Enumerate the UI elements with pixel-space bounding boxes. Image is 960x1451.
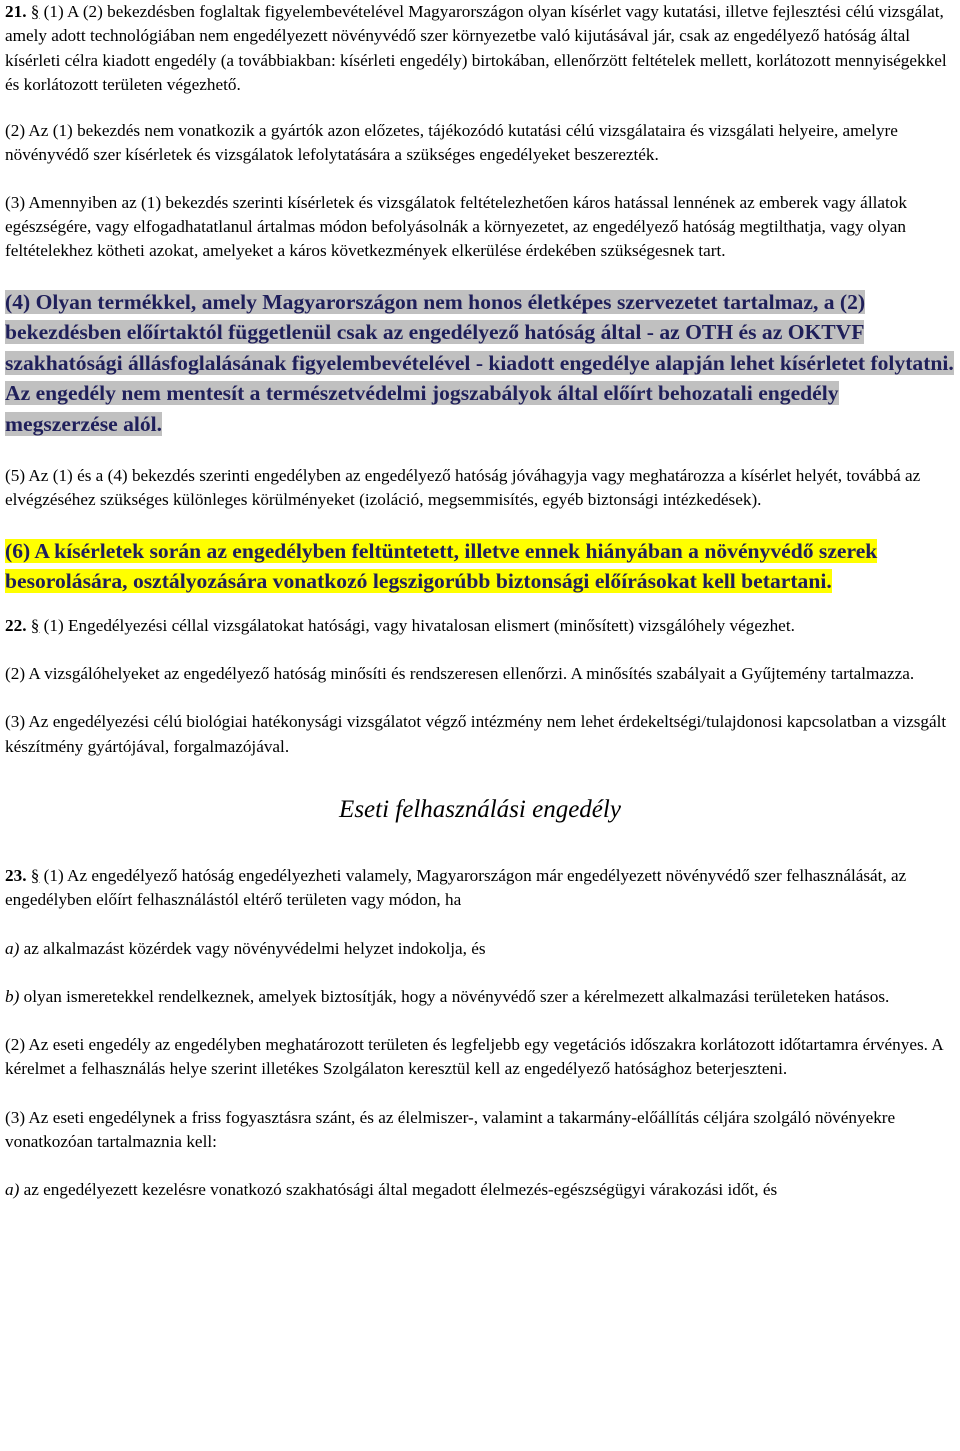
sec22-paragraph-1	[5, 614, 955, 638]
sec23-paragraph-1-text: (1) Az engedélyező hatóság engedélyezheti valamely, Magyarországon már engedélyezett növényvédő szer felhasználását, az engedélyben előírt felhasználástól eltérő területen vagy módon, ha	[5, 865, 907, 910]
sec21-paragraph-2: (2) Az (1) bekezdés nem vonatkozik a gyártók azon előzetes, tájékozódó kutatási célú vizsgálataira és vizsgálati helyeire, amelyre növényvédő szer kísérletek és vizsgálatok lefolytatására a szükséges engedélyeket beszerezték.	[5, 121, 898, 165]
sec23-paragraph-2: (2) Az eseti engedély az engedélyben meghatározott területen és legfeljebb egy vegetációs időszakra korlátozott időtartamra érvényes. A kérelmet a felhasználás helye szerint illetékes Szolgálaton keresztül kell az engedélyező hatósághoz beterjeszteni.	[5, 1035, 943, 1079]
sec21-paragraph-1	[5, 0, 955, 97]
document-page	[5, 0, 955, 1203]
item-label-a-2: a)	[5, 1180, 20, 1200]
gray-highlight-text: (4) Olyan termékkel, amely Magyarországon nem honos életképes szervezetet tartalmaz, a (2) bekezdésben előírtaktól függetlenül csak az engedélyező hatóság által - az OTH és az OKTVF szakhatósági állásfoglalásának figyelembevételével - kiadott engedélye alapján lehet kísérletet folytatni. Az engedély nem mentesít a természetvédelmi jogszabályok által előírt behozatali engedély megszerzése alól.	[5, 289, 954, 436]
item-a-2-text: az engedélyezett kezelésre vonatkozó szakhatósági által megadott élelmezés-egészségügyi várakozási időt, és	[19, 1180, 778, 1200]
sec21-paragraph-4-highlighted	[5, 287, 955, 440]
section-number-23: 23.	[5, 865, 27, 885]
sec21-paragraph-5: (5) Az (1) és a (4) bekezdés szerinti engedélyben az engedélyező hatóság jóváhagyja vagy meghatározza a kísérlet helyét, továbbá az elvégzéséhez szükséges különleges körülményeket (izoláció, megsemmisítés, egyéb biztonsági intézkedések).	[5, 466, 921, 510]
section-sign-link-23[interactable]: §	[30, 865, 40, 885]
sec23-item-a	[5, 937, 955, 961]
yellow-highlight-text: (6) A kísérletek során az engedélyben feltüntetett, illetve ennek hiányában a növényvédő szerek besorolására, osztályozására vonatkozó legszigorúbb biztonsági előírásokat kell betartani.	[5, 538, 878, 594]
sec21-paragraph-1-text: (1) A (2) bekezdésben foglaltak figyelembevételével Magyarországon olyan kísérlet vagy kutatási, illetve fejlesztési célú vizsgálat, amely adott technológiában nem engedélyezett növényvédő szer környezetbe való kijutásával jár, csak az engedélyező hatóság által kísérleti célra kiadott engedély (a továbbiakban: kísérleti engedély) birtokában, ellenőrzött feltételek mellett, korlátozott mennyiségekkel és korlátozott területen végezhető.	[5, 2, 947, 94]
item-b-text: olyan ismeretekkel rendelkeznek, amelyek biztosítják, hogy a növényvédő szer a kérelmezett alkalmazási területeken hatásos.	[19, 986, 890, 1006]
section-sign-link-21[interactable]: §	[30, 2, 40, 21]
item-a-text: az alkalmazást közérdek vagy növényvédelmi helyzet indokolja, és	[19, 938, 486, 958]
sec21-paragraph-6-highlighted	[5, 536, 955, 597]
sec23-item-a-2	[5, 1178, 955, 1202]
sec22-paragraph-1-text: (1) Engedélyezési céllal vizsgálatokat hatósági, vagy hivatalosan elismert (minősített) vizsgálóhely végezhet.	[39, 615, 795, 635]
section-number-22: 22.	[5, 615, 27, 635]
section-heading: Eseti felhasználási engedély	[339, 795, 621, 823]
sec23-paragraph-3: (3) Az eseti engedélynek a friss fogyasztásra szánt, és az élelmiszer-, valamint a takarmány-előállítás céljára szolgáló növényekre vonatkozóan tartalmaznia kell:	[5, 1107, 896, 1152]
sec22-paragraph-3: (3) Az engedélyezési célú biológiai hatékonysági vizsgálatot végző intézmény nem lehet érdekeltségi/tulajdonosi kapcsolatban a vizsgált készítmény gyártójával, forgalmazójával.	[5, 712, 947, 756]
sec23-item-b	[5, 985, 955, 1009]
section-sign-link-22[interactable]: §	[30, 615, 40, 635]
sec22-paragraph-2: (2) A vizsgálóhelyeket az engedélyező hatóság minősíti és rendszeresen ellenőrzi. A minősítés szabályait a Gyűjtemény tartalmazza.	[5, 664, 915, 684]
item-label-b: b)	[5, 986, 20, 1006]
sec21-paragraph-3: (3) Amennyiben az (1) bekezdés szerinti kísérletek és vizsgálatok feltételezhetően káros hatással lennének az emberek vagy állatok egészségére, vagy elfogadhatatlanul ártalmas módon befolyásolnák a környezetet, az engedélyező hatóság megtilthatja, vagy olyan feltételekhez kötheti azokat, amelyeket a káros következmények elkerülése érdekében szükségesnek tart.	[5, 192, 907, 261]
sec23-paragraph-1	[5, 864, 955, 913]
item-label-a: a)	[5, 938, 20, 958]
section-number-21: 21.	[5, 2, 27, 21]
